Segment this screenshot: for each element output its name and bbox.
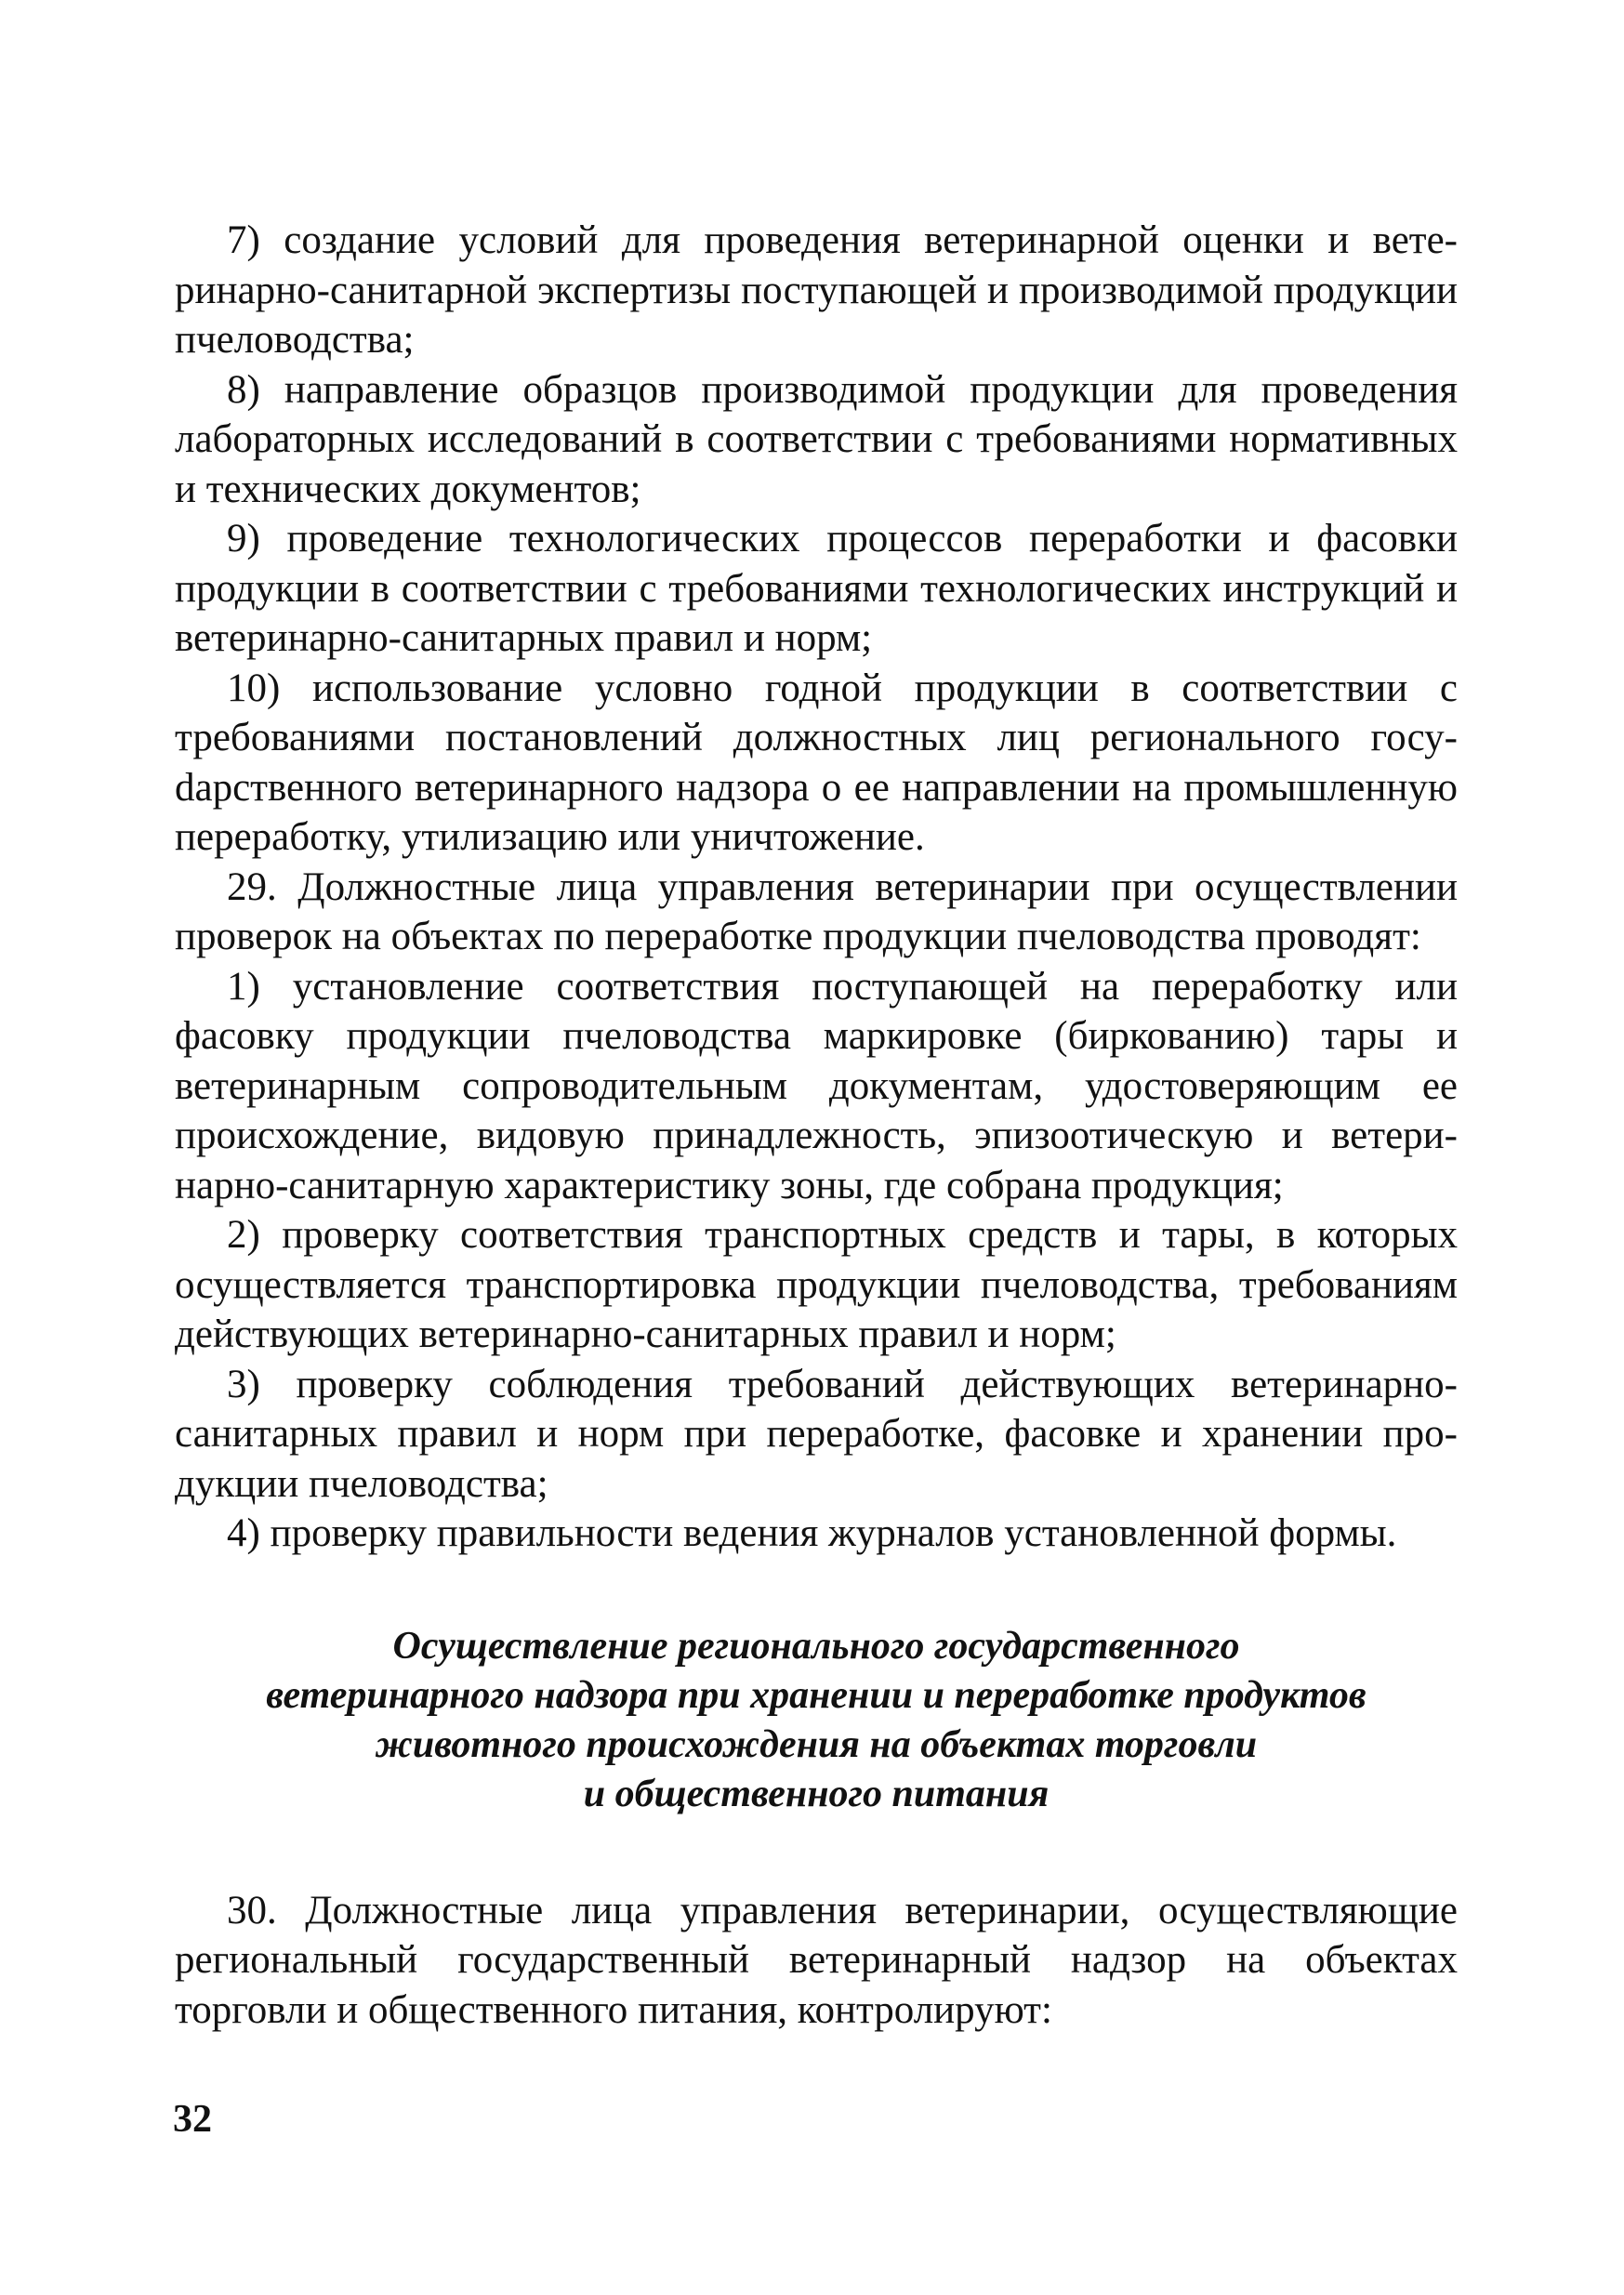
paragraph-clause-29-item-1: 1) установление соответствия поступающей на переработку или фасовку продукции пчеловодства маркировке (биркованию) тары и ветеринарным сопроводительным документам, удостоверяющим ее происхождение, видовую принадлежность, эпизоотическую и ветеринарно-санитарную характеристику зоны, где собрана продукция; <box>175 964 1458 1207</box>
section-heading-line-3: животного происхождения на объектах торговли <box>375 1722 1258 1766</box>
paragraph-clause-29-item-4: 4) проверку правильности ведения журналов установленной формы. <box>227 1511 1397 1555</box>
paragraph-clause-29-item-3: 3) проверку соблюдения требований действующих ветеринарно-санитарных правил и норм при переработке, фасовке и хранении продукции пчеловодства; <box>175 1362 1458 1506</box>
section-heading <box>175 1622 1458 1819</box>
page-number: 32 <box>173 2098 212 2141</box>
paragraph-item-9: 9) проведение технологических процессов переработки и фасовки продукции в соответствии с требованиями технологических инструкций и ветеринарно-санитарных правил и норм; <box>175 517 1458 660</box>
document-page <box>175 216 1458 2035</box>
section-heading-line-2: ветеринарного надзора при хранении и переработке продуктов <box>266 1673 1367 1717</box>
paragraph-item-10: 10) использование условно годной продукции в соответствии с требованиями постановлений должностных лиц регионального госуdарственного ветеринарного надзора о ее направлении на промышленную переработку, утилизацию или уничтожение. <box>175 666 1458 859</box>
paragraph-item-8: 8) направление образцов производимой продукции для проведения лабораторных исследований в соответствии с требованиями нормативных и технических документов; <box>175 367 1458 511</box>
paragraph-clause-30: 30. Должностные лица управления ветеринарии, осуществляющие региональный государственный ветеринарный надзор на объектах торговли и общественного питания, контролируют: <box>175 1888 1458 2032</box>
paragraph-clause-29-item-2: 2) проверку соответствия транспортных средств и тары, в которых осуществляется транспортировка продукции пчеловодства, требованиям действующих ветеринарно-санитарных правил и норм; <box>175 1213 1458 1356</box>
paragraph-clause-29: 29. Должностные лица управления ветеринарии при осуществлении проверок на объектах по переработке продукции пчеловодства проводят: <box>175 864 1458 958</box>
section-heading-line-4: и общественного питания <box>583 1772 1050 1815</box>
section-heading-line-1: Осуществление регионального государственного <box>392 1624 1240 1668</box>
paragraph-item-7: 7) создание условий для проведения ветеринарной оценки и ветеринарно-санитарной экспертизы поступающей и производимой продукции пчеловодства; <box>175 218 1458 362</box>
